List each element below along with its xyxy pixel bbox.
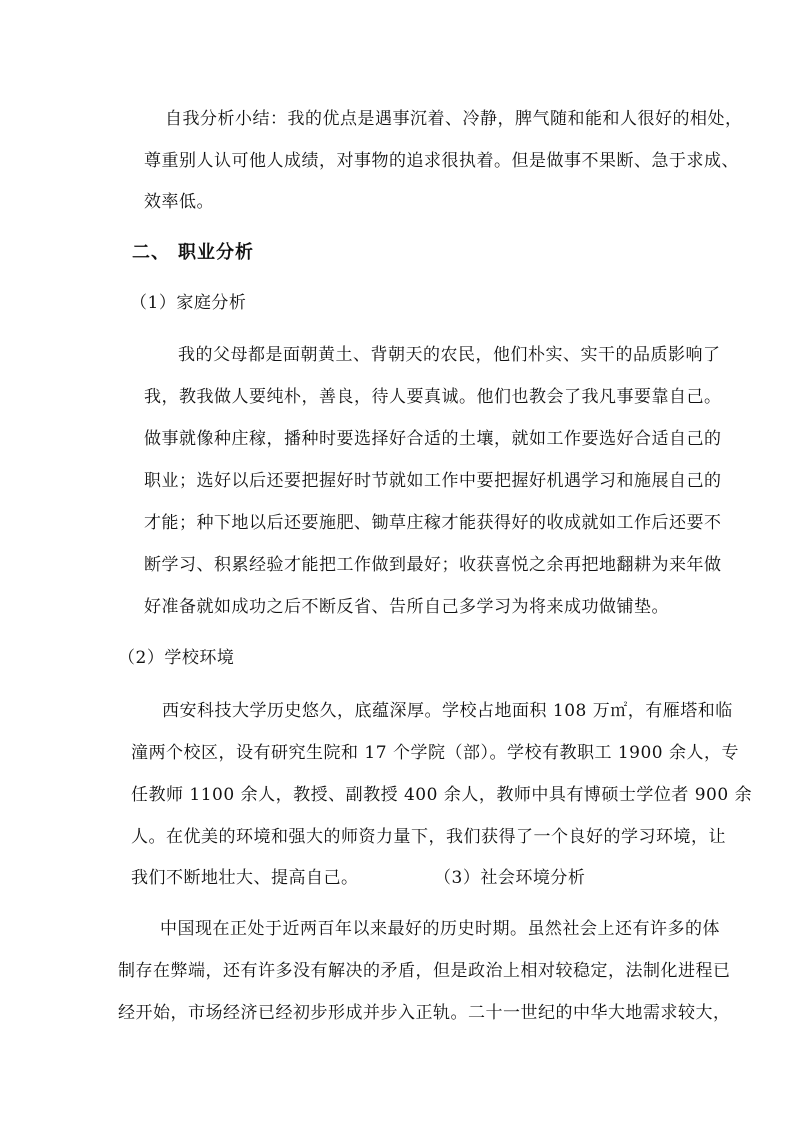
section-title: 职业分析 [178,242,254,263]
family-line-4: 职业；选好以后还要把握好时节就如工作中要把握好机遇学习和施展自己的 [144,471,722,491]
family-line-5: 才能；种下地以后还要施肥、锄草庄稼才能获得好的收成就如工作后还要不 [144,513,722,533]
society-line-1: 中国现在正处于近两百年以来最好的历史时期。虽然社会上还有许多的体 [160,919,720,939]
society-line-2: 制存在弊端，还有许多没有解决的矛盾，但是政治上相对较稳定，法制化进程已 [118,961,731,981]
section-number: 二、 [132,242,170,263]
summary-line-2: 尊重别人认可他人成绩，对事物的追求很执着。但是做事不果断、急于求成、 [144,151,739,171]
school-heading: （2）学校环境 [118,648,235,668]
society-heading: （3）社会环境分析 [434,868,586,888]
family-heading: （1）家庭分析 [130,293,247,313]
school-line-1: 西安科技大学历史悠久，底蕴深厚。学校占地面积 108 万㎡，有雁塔和临 [162,701,733,721]
school-line-2: 潼两个校区，设有研究生院和 17 个学院（部）。学校有教职工 1900 余人，专 [131,743,740,763]
society-line-3: 经开始，市场经济已经初步形成并步入正轨。二十一世纪的中华大地需求较大， [118,1003,731,1023]
family-line-1: 我的父母都是面朝黄土、背朝天的农民，他们朴实、实干的品质影响了 [178,345,721,365]
family-line-6: 断学习、积累经验才能把工作做到最好；收获喜悦之余再把地翻耕为来年做 [144,555,722,575]
school-line-3: 任教师 1100 余人，教授、副教授 400 余人，教师中具有博硕士学位者 900 余 [131,785,753,805]
family-line-7: 好准备就如成功之后不断反省、告所自己多学习为将来成功做铺垫。 [144,597,669,617]
summary-line-3: 效率低。 [144,192,214,212]
school-line-4: 人。在优美的环境和强大的师资力量下，我们获得了一个良好的学习环境，让 [131,827,726,847]
summary-line-1: 自我分析小结：我的优点是遇事沉着、冷静，脾气随和能和人很好的相处， [165,109,743,129]
family-line-3: 做事就像种庄稼，播种时要选择好合适的土壤，就如工作要选好合适自己的 [144,429,722,449]
family-line-2: 我，教我做人要纯朴，善良，待人要真诚。他们也教会了我凡事要靠自己。 [144,387,722,407]
school-line-5: 我们不断地壮大、提高自己。 [131,868,359,888]
